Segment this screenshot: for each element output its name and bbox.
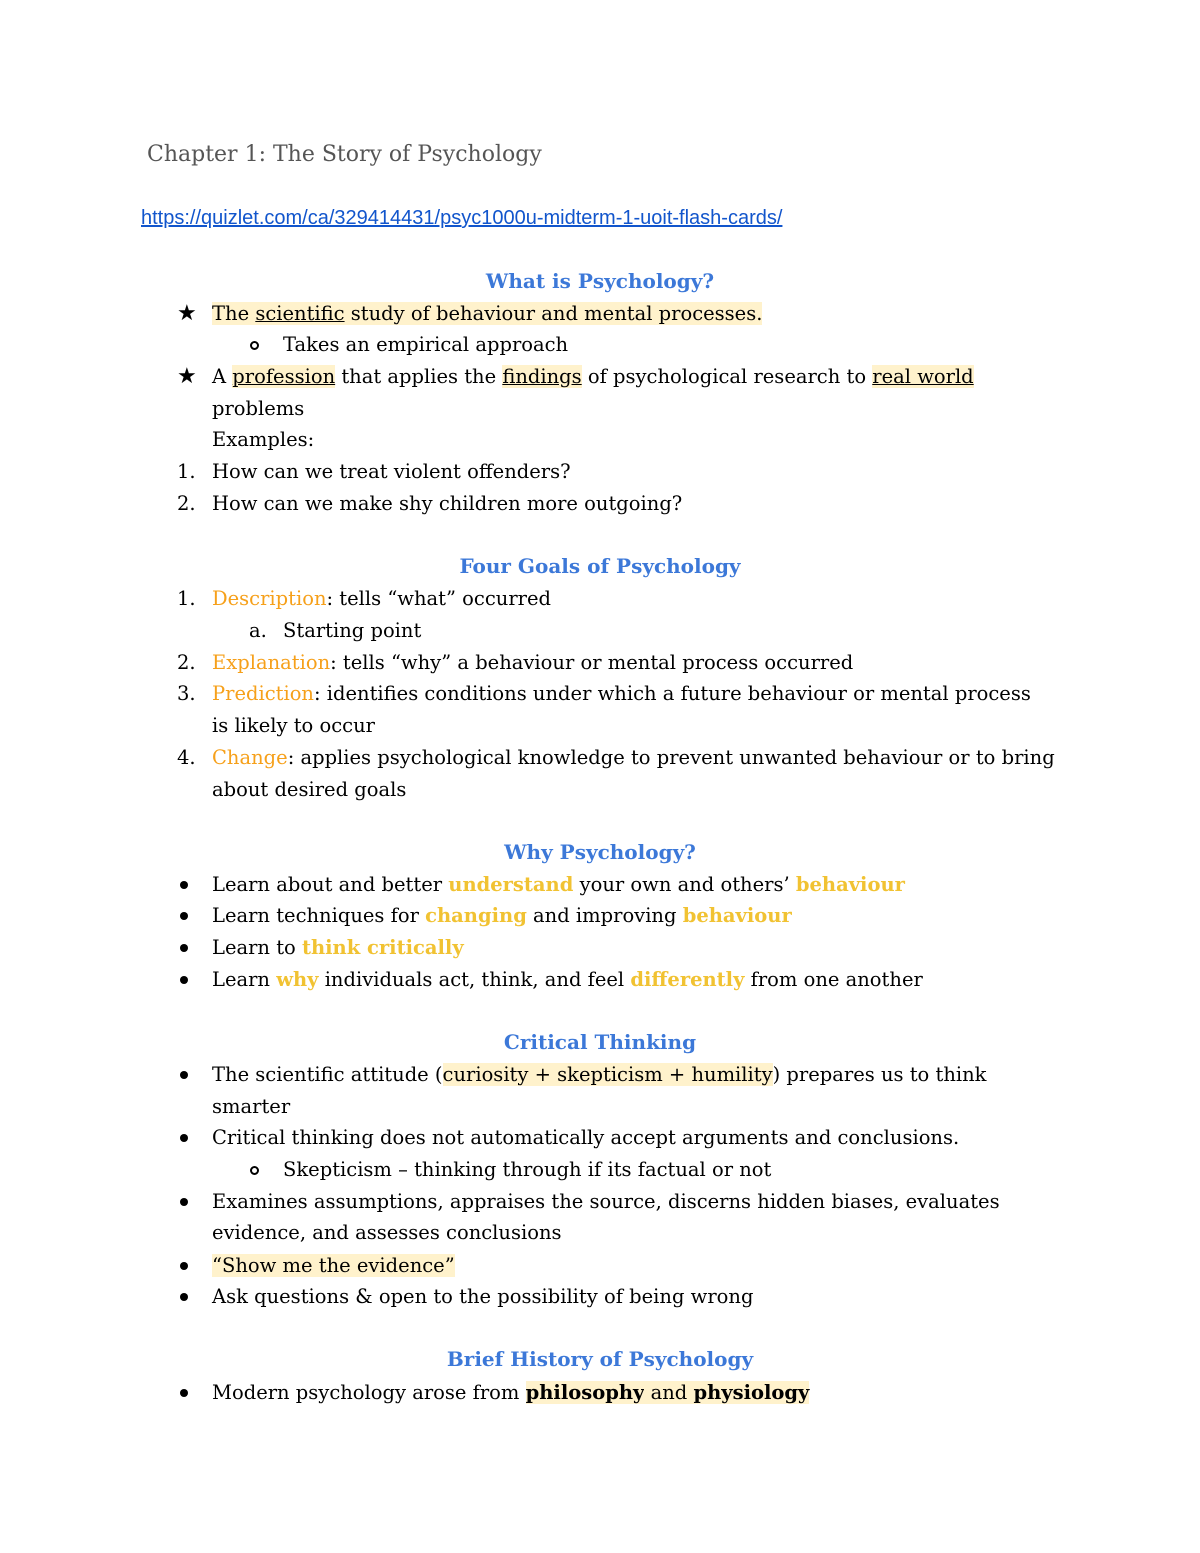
definition-line: The scientific study of behaviour and mental processes. — [212, 302, 763, 325]
goal-item: Description: tells “what” occurred — [212, 587, 551, 610]
heading-critical-thinking: Critical Thinking — [503, 1030, 697, 1054]
list-number: 2. — [177, 651, 196, 674]
profession-line-cont: problems — [212, 397, 305, 420]
quizlet-link[interactable]: https://quizlet.com/ca/329414431/psyc1000u-midterm-1-uoit-flash-cards/ — [141, 207, 783, 229]
star-bullet-icon: ★ — [177, 364, 197, 389]
list-number: 3. — [177, 682, 196, 705]
bullet-icon — [180, 944, 188, 952]
star-bullet-icon: ★ — [177, 301, 197, 326]
sub-point: Skepticism – thinking through if its factual or not — [283, 1158, 772, 1181]
bullet-icon — [180, 1071, 188, 1079]
list-number: 4. — [177, 746, 196, 769]
bullet-icon — [180, 1293, 188, 1301]
list-item: How can we make shy children more outgoing? — [212, 492, 683, 515]
list-item: Learn why individuals act, think, and feel differently from one another — [212, 968, 923, 991]
bullet-icon — [180, 1262, 188, 1270]
list-item: Ask questions & open to the possibility of being wrong — [212, 1285, 754, 1308]
heading-why-psychology: Why Psychology? — [504, 840, 696, 864]
sub-point: Takes an empirical approach — [283, 333, 569, 356]
bullet-icon — [180, 881, 188, 889]
profession-line: A profession that applies the findings of psychological research to real world — [212, 365, 974, 388]
list-item-cont: evidence, and assesses conclusions — [212, 1221, 562, 1244]
bullet-icon — [180, 1389, 188, 1397]
bullet-icon — [180, 1198, 188, 1206]
goal-item-cont: about desired goals — [212, 778, 407, 801]
goal-item-cont: is likely to occur — [212, 714, 375, 737]
examples-label: Examples: — [212, 428, 315, 451]
list-item-cont: smarter — [212, 1095, 291, 1118]
bullet-icon — [180, 1134, 188, 1142]
bullet-icon — [180, 912, 188, 920]
list-number: 1. — [177, 587, 196, 610]
circle-bullet-icon — [250, 341, 259, 350]
list-item: Learn to think critically — [212, 936, 464, 959]
list-item: Learn techniques for changing and improving behaviour — [212, 904, 792, 927]
list-item: The scientific attitude (curiosity + skepticism + humility) prepares us to think — [212, 1063, 987, 1086]
document-title: Chapter 1: The Story of Psychology — [147, 142, 542, 167]
heading-four-goals: Four Goals of Psychology — [459, 554, 741, 578]
goal-item: Change: applies psychological knowledge to prevent unwanted behaviour or to bring — [212, 746, 1055, 769]
circle-bullet-icon — [250, 1166, 259, 1175]
heading-what-is-psychology: What is Psychology? — [485, 269, 715, 293]
list-number: 2. — [177, 492, 196, 515]
list-number: 1. — [177, 460, 196, 483]
list-item: Learn about and better understand your own and others’ behaviour — [212, 873, 905, 896]
heading-brief-history: Brief History of Psychology — [446, 1347, 754, 1371]
list-item: Modern psychology arose from philosophy and physiology — [212, 1381, 810, 1404]
list-letter: a. — [249, 619, 267, 642]
goal-subitem: Starting point — [283, 619, 422, 642]
list-item: Examines assumptions, appraises the source, discerns hidden biases, evaluates — [212, 1190, 1000, 1213]
list-item: “Show me the evidence” — [212, 1254, 455, 1277]
goal-item: Prediction: identifies conditions under which a future behaviour or mental process — [212, 682, 1031, 705]
bullet-icon — [180, 976, 188, 984]
goal-item: Explanation: tells “why” a behaviour or mental process occurred — [212, 651, 854, 674]
list-item: Critical thinking does not automatically accept arguments and conclusions. — [212, 1126, 960, 1149]
list-item: How can we treat violent offenders? — [212, 460, 571, 483]
